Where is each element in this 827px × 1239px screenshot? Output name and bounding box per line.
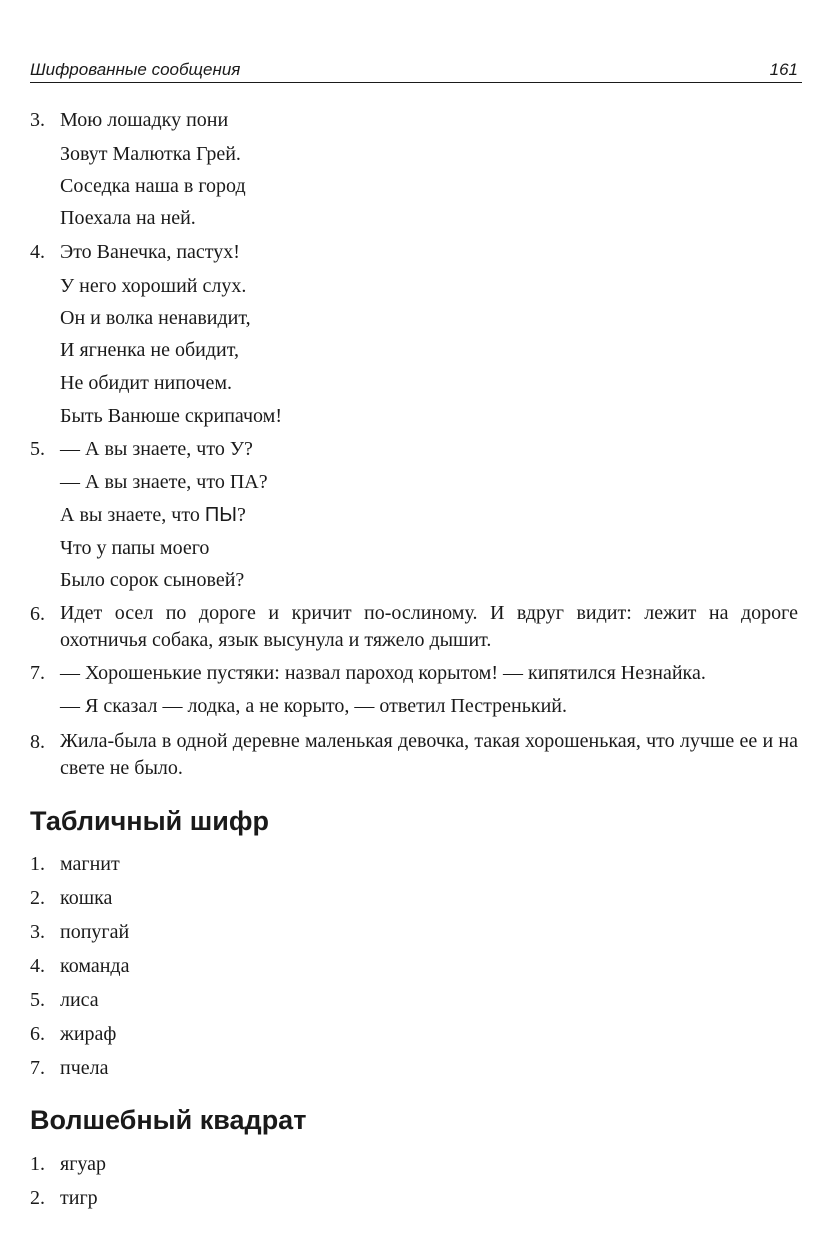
table-cipher-item-5: лиса bbox=[60, 989, 99, 1011]
answer-4-line-3: Он и волка ненавидит, bbox=[60, 307, 251, 329]
answer-8-text: Жила-была в одной деревне маленькая девочка, такая хорошенькая, что лучше ее и на свете не было. bbox=[60, 730, 798, 779]
answer-4-line-2: У него хороший слух. bbox=[60, 275, 247, 297]
table-cipher-item-1: магнит bbox=[60, 853, 120, 875]
table-cipher-item-6-number: 6. bbox=[30, 1023, 45, 1045]
answer-6-text: Идет осел по дороге и кричит по-ослиному. И вдруг видит: лежит на дороге охотничья собака, язык высунула и тяжело дышит. bbox=[60, 602, 798, 651]
answer-3-line-4: Поехала на ней. bbox=[60, 207, 196, 229]
section-heading-table-cipher: Табличный шифр bbox=[30, 806, 269, 836]
answer-4-line-6: Быть Ванюше скрипачом! bbox=[60, 405, 282, 427]
magic-square-item-1: ягуар bbox=[60, 1153, 107, 1175]
answer-4-line-1: Это Ванечка, пастух! bbox=[60, 241, 240, 263]
answer-3-line-3: Соседка наша в город bbox=[60, 175, 246, 197]
answer-4-line-4: И ягненка не обидит, bbox=[60, 339, 239, 361]
magic-square-item-2-number: 2. bbox=[30, 1187, 45, 1209]
section-heading-magic-square: Волшебный квадрат bbox=[30, 1105, 307, 1135]
answer-3-line-1: Мою лошадку пони bbox=[60, 109, 229, 131]
table-cipher-item-7: пчела bbox=[60, 1057, 109, 1079]
magic-square-item-2: тигр bbox=[60, 1187, 98, 1209]
answer-5-line-3-text: А вы знаете, что bbox=[60, 504, 205, 526]
answer-5-line-2: — А вы знаете, что ПА? bbox=[60, 471, 268, 493]
answer-8-number: 8. bbox=[30, 731, 45, 753]
answer-4-line-5: Не обидит нипочем. bbox=[60, 372, 233, 394]
header-title: Шифрованные сообщения bbox=[30, 60, 241, 79]
answer-3-line-2: Зовут Малютка Грей. bbox=[60, 143, 241, 165]
answer-5-sans-word: ПЫ bbox=[204, 504, 237, 526]
running-header bbox=[30, 60, 802, 83]
answer-5-line-1: — А вы знаете, что У? bbox=[60, 438, 253, 460]
table-cipher-item-2: кошка bbox=[60, 887, 113, 909]
answer-5-line-4: Что у папы моего bbox=[60, 537, 210, 559]
table-cipher-item-7-number: 7. bbox=[30, 1057, 45, 1079]
answer-4-number: 4. bbox=[30, 241, 45, 263]
magic-square-item-1-number: 1. bbox=[30, 1153, 45, 1175]
table-cipher-item-2-number: 2. bbox=[30, 887, 45, 909]
table-cipher-item-3-number: 3. bbox=[30, 921, 45, 943]
answer-3-number: 3. bbox=[30, 109, 45, 131]
table-cipher-item-6: жираф bbox=[60, 1023, 117, 1045]
table-cipher-item-1-number: 1. bbox=[30, 853, 45, 875]
table-cipher-item-3: попугай bbox=[60, 921, 130, 943]
table-cipher-item-4-number: 4. bbox=[30, 955, 45, 977]
answer-7-number: 7. bbox=[30, 662, 45, 684]
table-cipher-item-5-number: 5. bbox=[30, 989, 45, 1011]
answer-5-line-5: Было сорок сыновей? bbox=[60, 569, 245, 591]
page-number: 161 bbox=[769, 60, 798, 79]
table-cipher-item-4: команда bbox=[60, 955, 130, 977]
answer-5-line-3 bbox=[60, 503, 246, 527]
answer-5-line-3-suffix: ? bbox=[236, 504, 246, 526]
answer-7-line-1: — Хорошенькие пустяки: назвал пароход корытом! — кипятился Незнайка. bbox=[60, 662, 706, 684]
answer-7-line-2: — Я сказал — лодка, а не корыто, — ответил Пестренький. bbox=[60, 695, 567, 717]
answer-5-number: 5. bbox=[30, 438, 45, 460]
answer-6-number: 6. bbox=[30, 603, 45, 625]
